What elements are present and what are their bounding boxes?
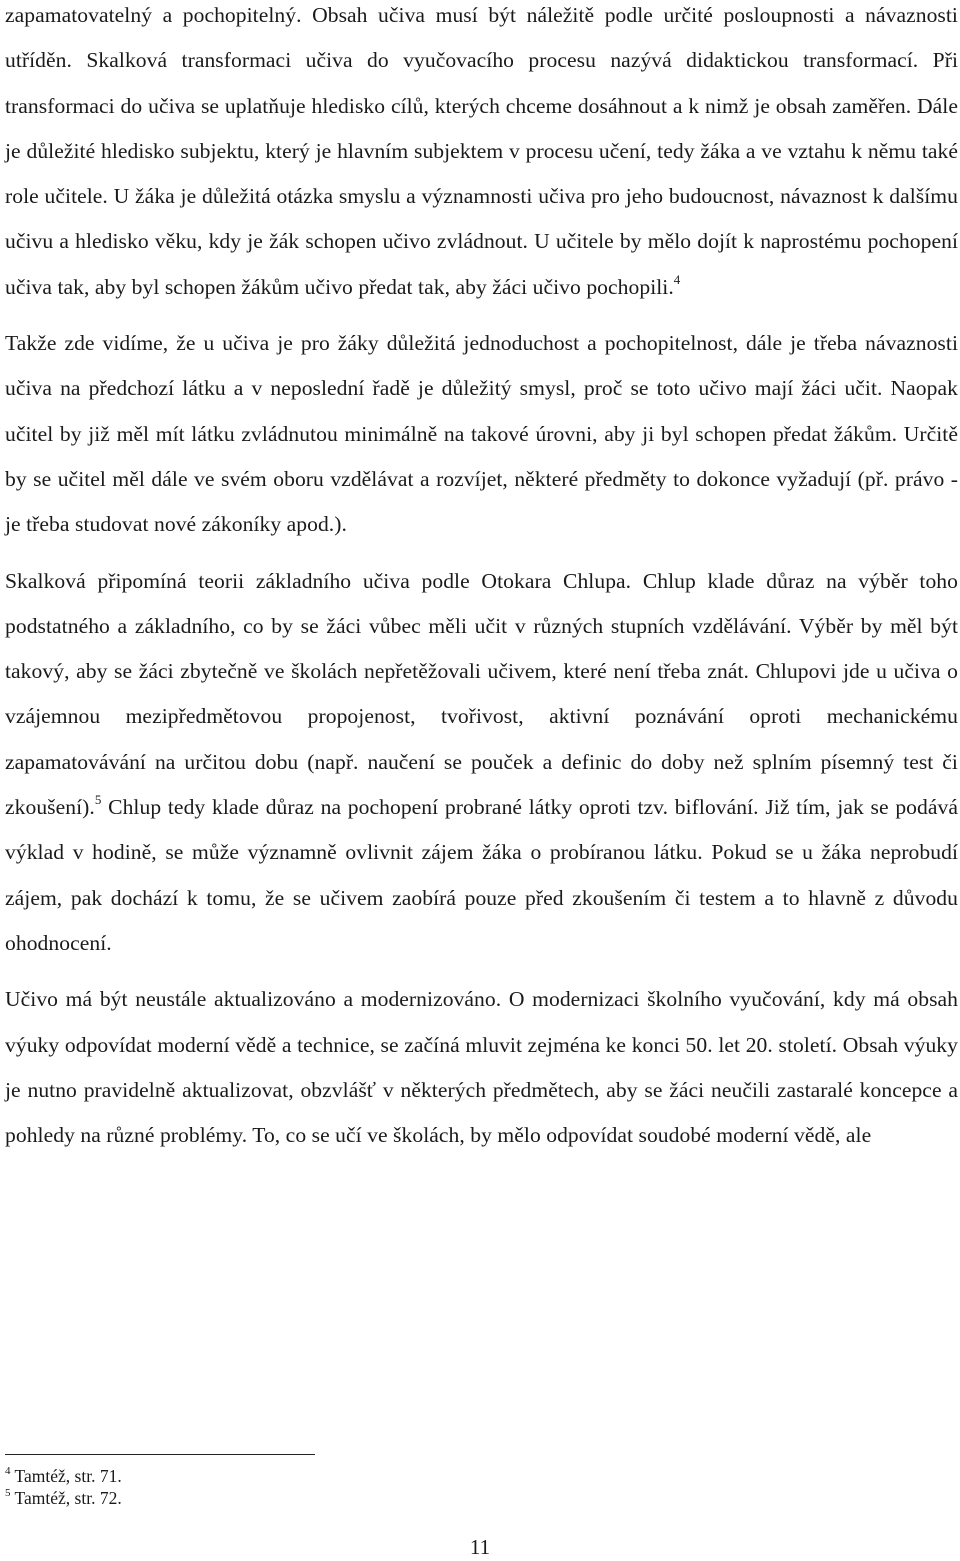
footnote-reference-4: 4 xyxy=(673,271,681,287)
footnote-number: 4 xyxy=(5,1465,11,1478)
paragraph-2-text: Takže zde vidíme, že u učiva je pro žáky důležitá jednoduchost a pochopitelnost, dále je třeba návaznosti učiva na předchozí látku a v neposlední řadě je důležitý smysl, proč se toto učivo mají žáci učit. Naopak učitel by již měl mít látku zvládnutou minimálně na takové úrovni, aby ji byl schopen předat žákům. Určitě by se učitel měl dále ve svém oboru vzdělávat a rozvíjet, některé předměty to dokonce vyžadují (př. právo - je třeba studovat nové zákoníky apod.). xyxy=(5,331,958,537)
footnotes xyxy=(5,1465,122,1509)
footnote-reference-5: 5 xyxy=(94,791,102,807)
paragraph-4-text: Učivo má být neustále aktualizováno a modernizováno. O modernizaci školního vyučování, kdy má obsah výuky odpovídat moderní vědě a technice, se začíná mluvit zejména ke konci 50. let 20. století. Obsah výuky je nutno pravidelně aktualizovat, obzvlášť v některých předmětech, aby se žáci neučili zastaralé koncepce a pohledy na různé problémy. To, co se učí ve školách, by mělo odpovídat soudobé moderní vědě, ale xyxy=(5,987,958,1148)
body-paragraph-4 xyxy=(5,977,958,1158)
page-number: 11 xyxy=(469,1535,491,1559)
document-page xyxy=(5,0,958,1158)
footnote-text: Tamtéž, str. 71. xyxy=(10,1466,122,1486)
body-paragraph-1 xyxy=(5,0,958,310)
footnote-number: 5 xyxy=(5,1487,11,1500)
paragraph-1-text: zapamatovatelný a pochopitelný. Obsah učiva musí být náležitě podle určité posloupnosti a návaznosti utříděn. Skalková transformaci učiva do vyučovacího procesu nazývá didaktickou transformací. Při transformaci do učiva se uplatňuje hledisko cílů, kterých chceme dosáhnout a k nimž je obsah zaměřen. Dále je důležité hledisko subjektu, který je hlavním subjektem v procesu učení, tedy žáka a ve vztahu k němu také role učitele. U žáka je důležitá otázka smyslu a významnosti učiva pro jeho budoucnost, návaznost k dalšímu učivu a hledisko věku, kdy je žák schopen učivo zvládnout. U učitele by mělo dojít k naprostému pochopení učiva tak, aby byl schopen žákům učivo předat tak, aby žáci učivo pochopili. xyxy=(5,3,958,299)
paragraph-3-text-after: Chlup tedy klade důraz na pochopení probrané látky oproti tzv. biflování. Již tím, jak se podává výklad v hodině, se může významně ovlivnit zájem žáka o probíranou látku. Pokud se u žáka neprobudí zájem, pak dochází k tomu, že se učivem zaobírá pouze před zkoušením či testem a to hlavně z důvodu ohodnocení. xyxy=(5,795,958,955)
footnote-text: Tamtéž, str. 72. xyxy=(10,1488,122,1508)
body-paragraph-3 xyxy=(5,559,958,967)
paragraph-3-text-before: Skalková připomíná teorii základního učiva podle Otokara Chlupa. Chlup klade důraz na výběr toho podstatného a základního, co by se žáci vůbec měli učit v různých stupních vzdělávání. Výběr by měl být takový, aby se žáci zbytečně ve školách nepřetěžovali učivem, které není třeba znát. Chlupovi jde u učiva o vzájemnou mezipředmětovou propojenost, tvořivost, aktivní poznávání oproti mechanickému zapamatovávání na určitou dobu (např. naučení se pouček a definic do doby než splním písemný test či zkoušení). xyxy=(5,568,958,820)
body-paragraph-2 xyxy=(5,321,958,547)
footnote-4 xyxy=(5,1465,122,1487)
footnote-5 xyxy=(5,1487,122,1509)
footnote-separator xyxy=(5,1454,315,1455)
